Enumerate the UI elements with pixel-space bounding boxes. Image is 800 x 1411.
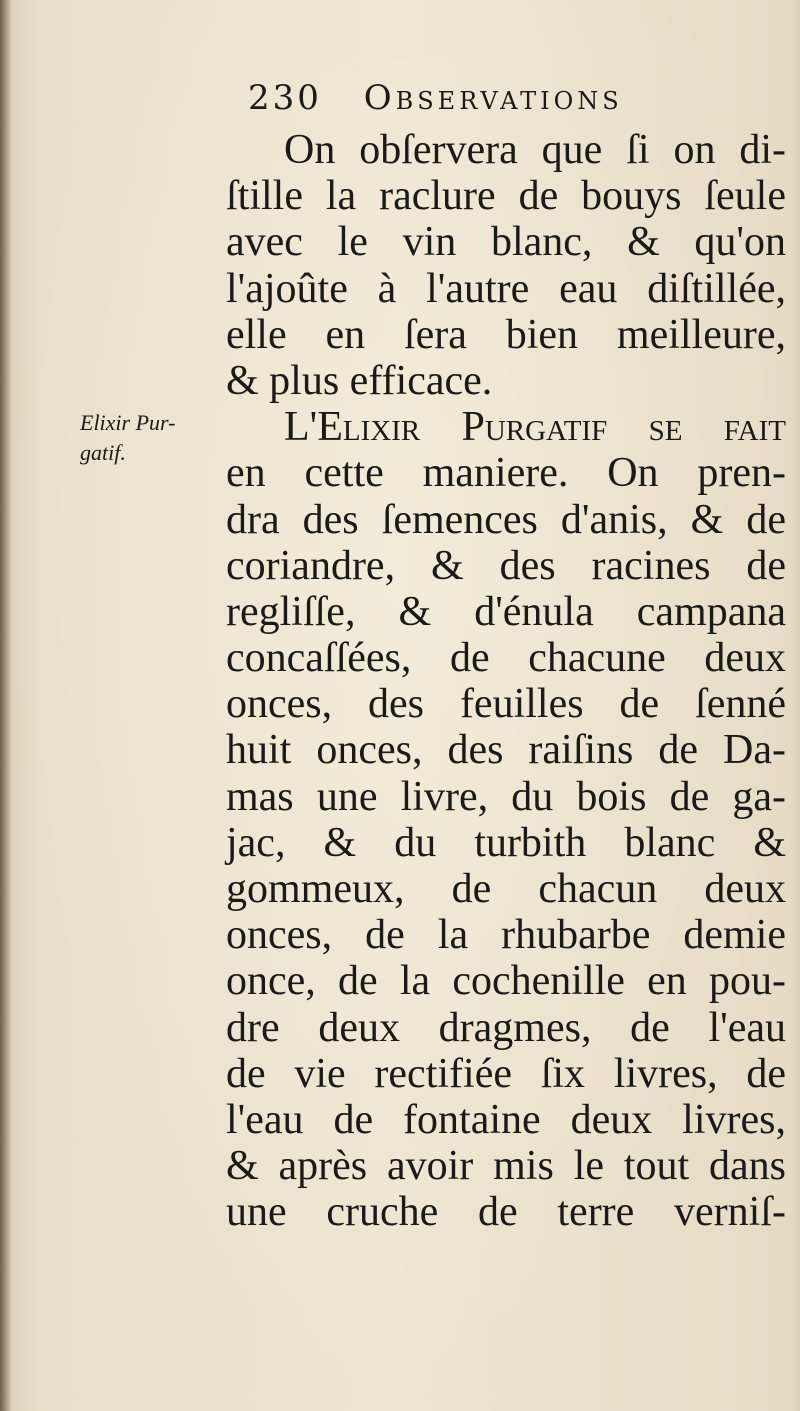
text-line: & après avoir mis le tout dans (226, 1143, 786, 1190)
text-line: l'eau de fontaine deux livres, (226, 1096, 786, 1143)
page-number: 230 (248, 78, 322, 118)
text-line: elle en ſera bien meilleure, (226, 311, 786, 358)
text-line: dra des ſemences d'anis, & de (226, 496, 786, 543)
marginal-note-line: Elixir Pur- (80, 410, 176, 435)
text-line: huit onces, des raiſins de Da- (226, 727, 786, 774)
text-line: once, de la cochenille en pou- (226, 958, 786, 1005)
text-line: & plus efficace. (226, 357, 493, 404)
text-line: en cette maniere. On pren- (226, 450, 786, 497)
text-line: concaſſées, de chacune deux (226, 635, 786, 682)
text-line: On obſervera que ſi on di- (284, 127, 786, 173)
text-line: avec le vin blanc, & qu'on (226, 219, 786, 266)
body-text (226, 127, 786, 1236)
text-line: L'Elixir Purgatif ſe fait (284, 404, 786, 451)
text-line: l'ajoûte à l'autre eau diſtillée, (226, 265, 786, 312)
page-header (248, 78, 623, 118)
text-line: onces, de la rhubarbe demie (226, 912, 786, 959)
running-title: Observations (363, 78, 623, 118)
marginal-note (80, 408, 230, 468)
text-line: onces, des feuilles de ſenné (226, 681, 786, 728)
text-line: une cruche de terre verniſ- (226, 1189, 786, 1236)
text-line: regliſſe, & d'énula campana (226, 588, 786, 635)
text-line: ſtille la raclure de bouys ſeule (226, 173, 786, 220)
text-line: coriandre, & des racines de (226, 542, 786, 589)
text-line: dre deux dragmes, de l'eau (226, 1004, 786, 1051)
text-line: jac, & du turbith blanc & (226, 819, 786, 866)
gutter-shadow (0, 0, 12, 1411)
text-line: mas une livre, du bois de ga- (226, 773, 786, 820)
text-line: gommeux, de chacun deux (226, 866, 786, 912)
marginal-note-line: gatif. (80, 440, 126, 465)
text-line: de vie rectifiée ſix livres, de (226, 1050, 786, 1097)
